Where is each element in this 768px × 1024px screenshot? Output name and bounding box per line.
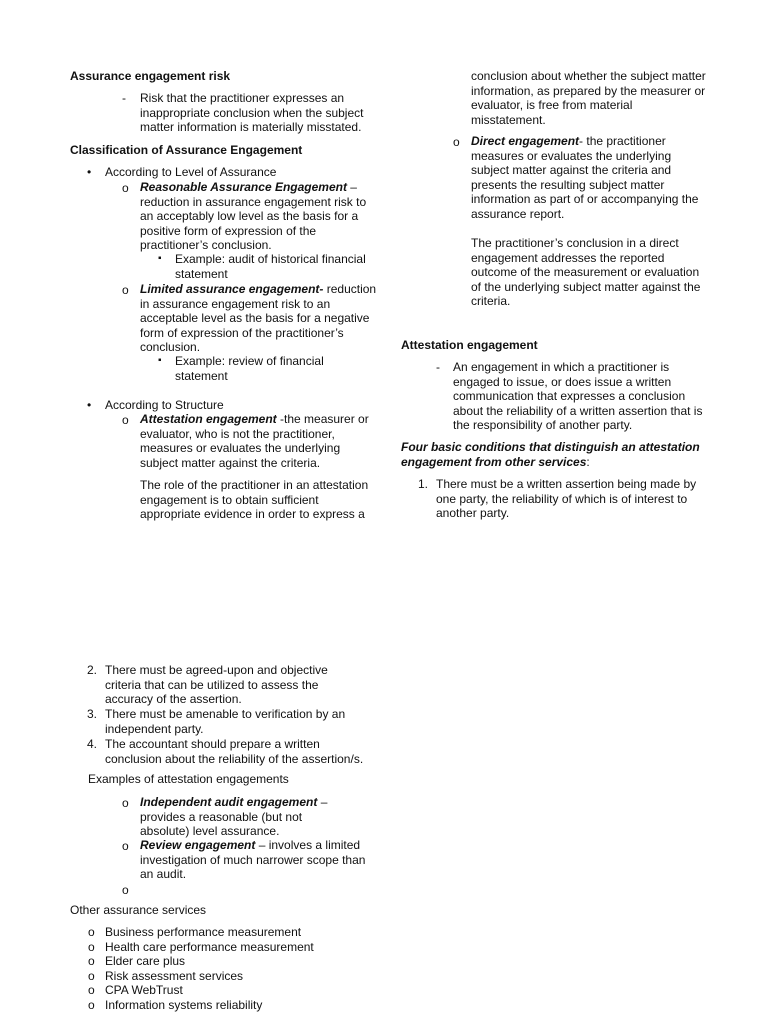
square-marker: ▪ <box>158 355 162 366</box>
service-label: Elder care plus <box>105 954 186 969</box>
attestation-term: Attestation engagement <box>140 412 277 426</box>
service-label: Business performance measurement <box>105 925 302 939</box>
list-item <box>88 954 388 969</box>
service-label: Risk assessment services <box>105 968 244 983</box>
circle-marker: o <box>453 135 460 149</box>
review-engagement-term: Review engagement <box>140 838 256 852</box>
circle-marker: o <box>88 939 95 954</box>
attestation-item <box>140 412 372 470</box>
circle-marker: o <box>122 839 129 853</box>
circle-marker: o <box>122 181 129 195</box>
condition-number: 4. <box>87 737 98 751</box>
conditions-heading-colon: : <box>586 454 590 469</box>
list-item <box>88 940 388 955</box>
continuation-text: conclusion about whether the subject matter information, as prepared by the measurer or evaluator, is free from material misstatement. <box>471 69 706 127</box>
limited-example: Example: review of financial statement <box>175 354 324 383</box>
direct-engagement-term: Direct engagement <box>471 134 580 148</box>
list-item <box>88 925 388 940</box>
list-item <box>88 998 388 1013</box>
direct-engagement-item <box>471 134 706 222</box>
independent-audit-item <box>140 795 340 839</box>
other-services-heading: Other assurance services <box>70 903 207 917</box>
reasonable-assurance-term: Reasonable Assurance Engagement <box>140 180 347 194</box>
condition-number: 3. <box>87 707 98 721</box>
condition-3: There must be amenable to verification by an independent party. <box>105 707 346 736</box>
attestation-role: The role of the practitioner in an attestation engagement is to obtain sufficient appropriate evidence in order to express a <box>140 478 369 522</box>
condition-1: There must be a written assertion being made by one party, the reliability of which is of interest to another party. <box>436 477 697 521</box>
review-engagement-item <box>140 838 372 882</box>
reasonable-assurance-item <box>140 180 380 253</box>
conditions-heading-text: Four basic conditions that distinguish an attestation engagement from other services <box>401 440 700 469</box>
square-marker: ▪ <box>158 253 162 264</box>
direct-engagement-text: - the practitioner measures or evaluates the underlying subject matter against the criteria and presents the resulting subject matter information as part of or accompanying the assurance report. <box>471 134 699 221</box>
level-of-assurance-item: According to Level of Assurance <box>105 165 277 179</box>
reasonable-assurance-text: – reduction in assurance engagement risk to an acceptably low level as the basis for a positive form of expression of the practitioner’s conclusion. <box>140 180 367 253</box>
reasonable-example: Example: audit of historical financial statement <box>175 252 366 281</box>
service-label: Health care performance measurement <box>105 939 314 954</box>
direct-conclusion: The practitioner’s conclusion in a direct engagement addresses the reported outcome of the measurement or evaluation of the underlying subject matter against the criteria. <box>471 236 701 309</box>
bullet-marker: • <box>87 165 92 179</box>
risk-definition: Risk that the practitioner expresses an inappropriate conclusion when the subject matter information is materially misstated. <box>140 91 364 135</box>
dash-marker: - <box>436 360 440 374</box>
conditions-heading <box>401 440 711 469</box>
attestation-text: -the measurer or evaluator, who is not the practitioner, measures or evaluates the underlying subject matter against the criteria. <box>140 412 369 470</box>
risk-heading: Assurance engagement risk <box>70 69 231 83</box>
circle-marker: o <box>122 796 129 810</box>
circle-marker: o <box>122 283 129 297</box>
circle-marker: o <box>122 413 129 427</box>
dash-marker: - <box>122 91 126 105</box>
limited-assurance-item <box>140 282 380 355</box>
circle-marker: o <box>88 997 95 1012</box>
bullet-marker: • <box>87 398 92 412</box>
condition-4: The accountant should prepare a written conclusion about the reliability of the assertion/s. <box>105 737 364 766</box>
list-item <box>88 969 388 984</box>
circle-marker: o <box>122 883 129 897</box>
attestation-heading: Attestation engagement <box>401 338 538 352</box>
limited-assurance-text: reduction in assurance engagement risk to an acceptable level as the basis for a negative form of expression of the practitioner’s conclusion. <box>140 282 377 355</box>
review-engagement-text: – involves a limited investigation of much narrower scope than an audit. <box>140 838 366 882</box>
examples-heading: Examples of attestation engagements <box>88 772 289 786</box>
circle-marker: o <box>88 968 95 983</box>
circle-marker: o <box>88 954 95 969</box>
independent-audit-text: – provides a reasonable (but not absolute) level assurance. <box>140 795 328 839</box>
service-label: Information systems reliability <box>105 997 263 1012</box>
circle-marker: o <box>88 983 95 998</box>
circle-marker: o <box>88 925 95 939</box>
list-item <box>88 983 388 998</box>
condition-number: 1. <box>418 477 429 491</box>
independent-audit-term: Independent audit engagement <box>140 795 318 809</box>
other-services-list <box>88 925 388 1013</box>
limited-assurance-term: Limited assurance engagement- <box>140 282 324 296</box>
classification-heading: Classification of Assurance Engagement <box>70 143 303 157</box>
condition-number: 2. <box>87 663 98 677</box>
structure-item: According to Structure <box>105 398 224 412</box>
condition-2: There must be agreed-upon and objective criteria that can be utilized to assess the accuracy of the assertion. <box>105 663 328 707</box>
attestation-definition: An engagement in which a practitioner is engaged to issue, or does issue a written communication that expresses a conclusion about the reliability of a written assertion that is the responsibility of another party. <box>453 360 703 433</box>
service-label: CPA WebTrust <box>105 983 183 998</box>
